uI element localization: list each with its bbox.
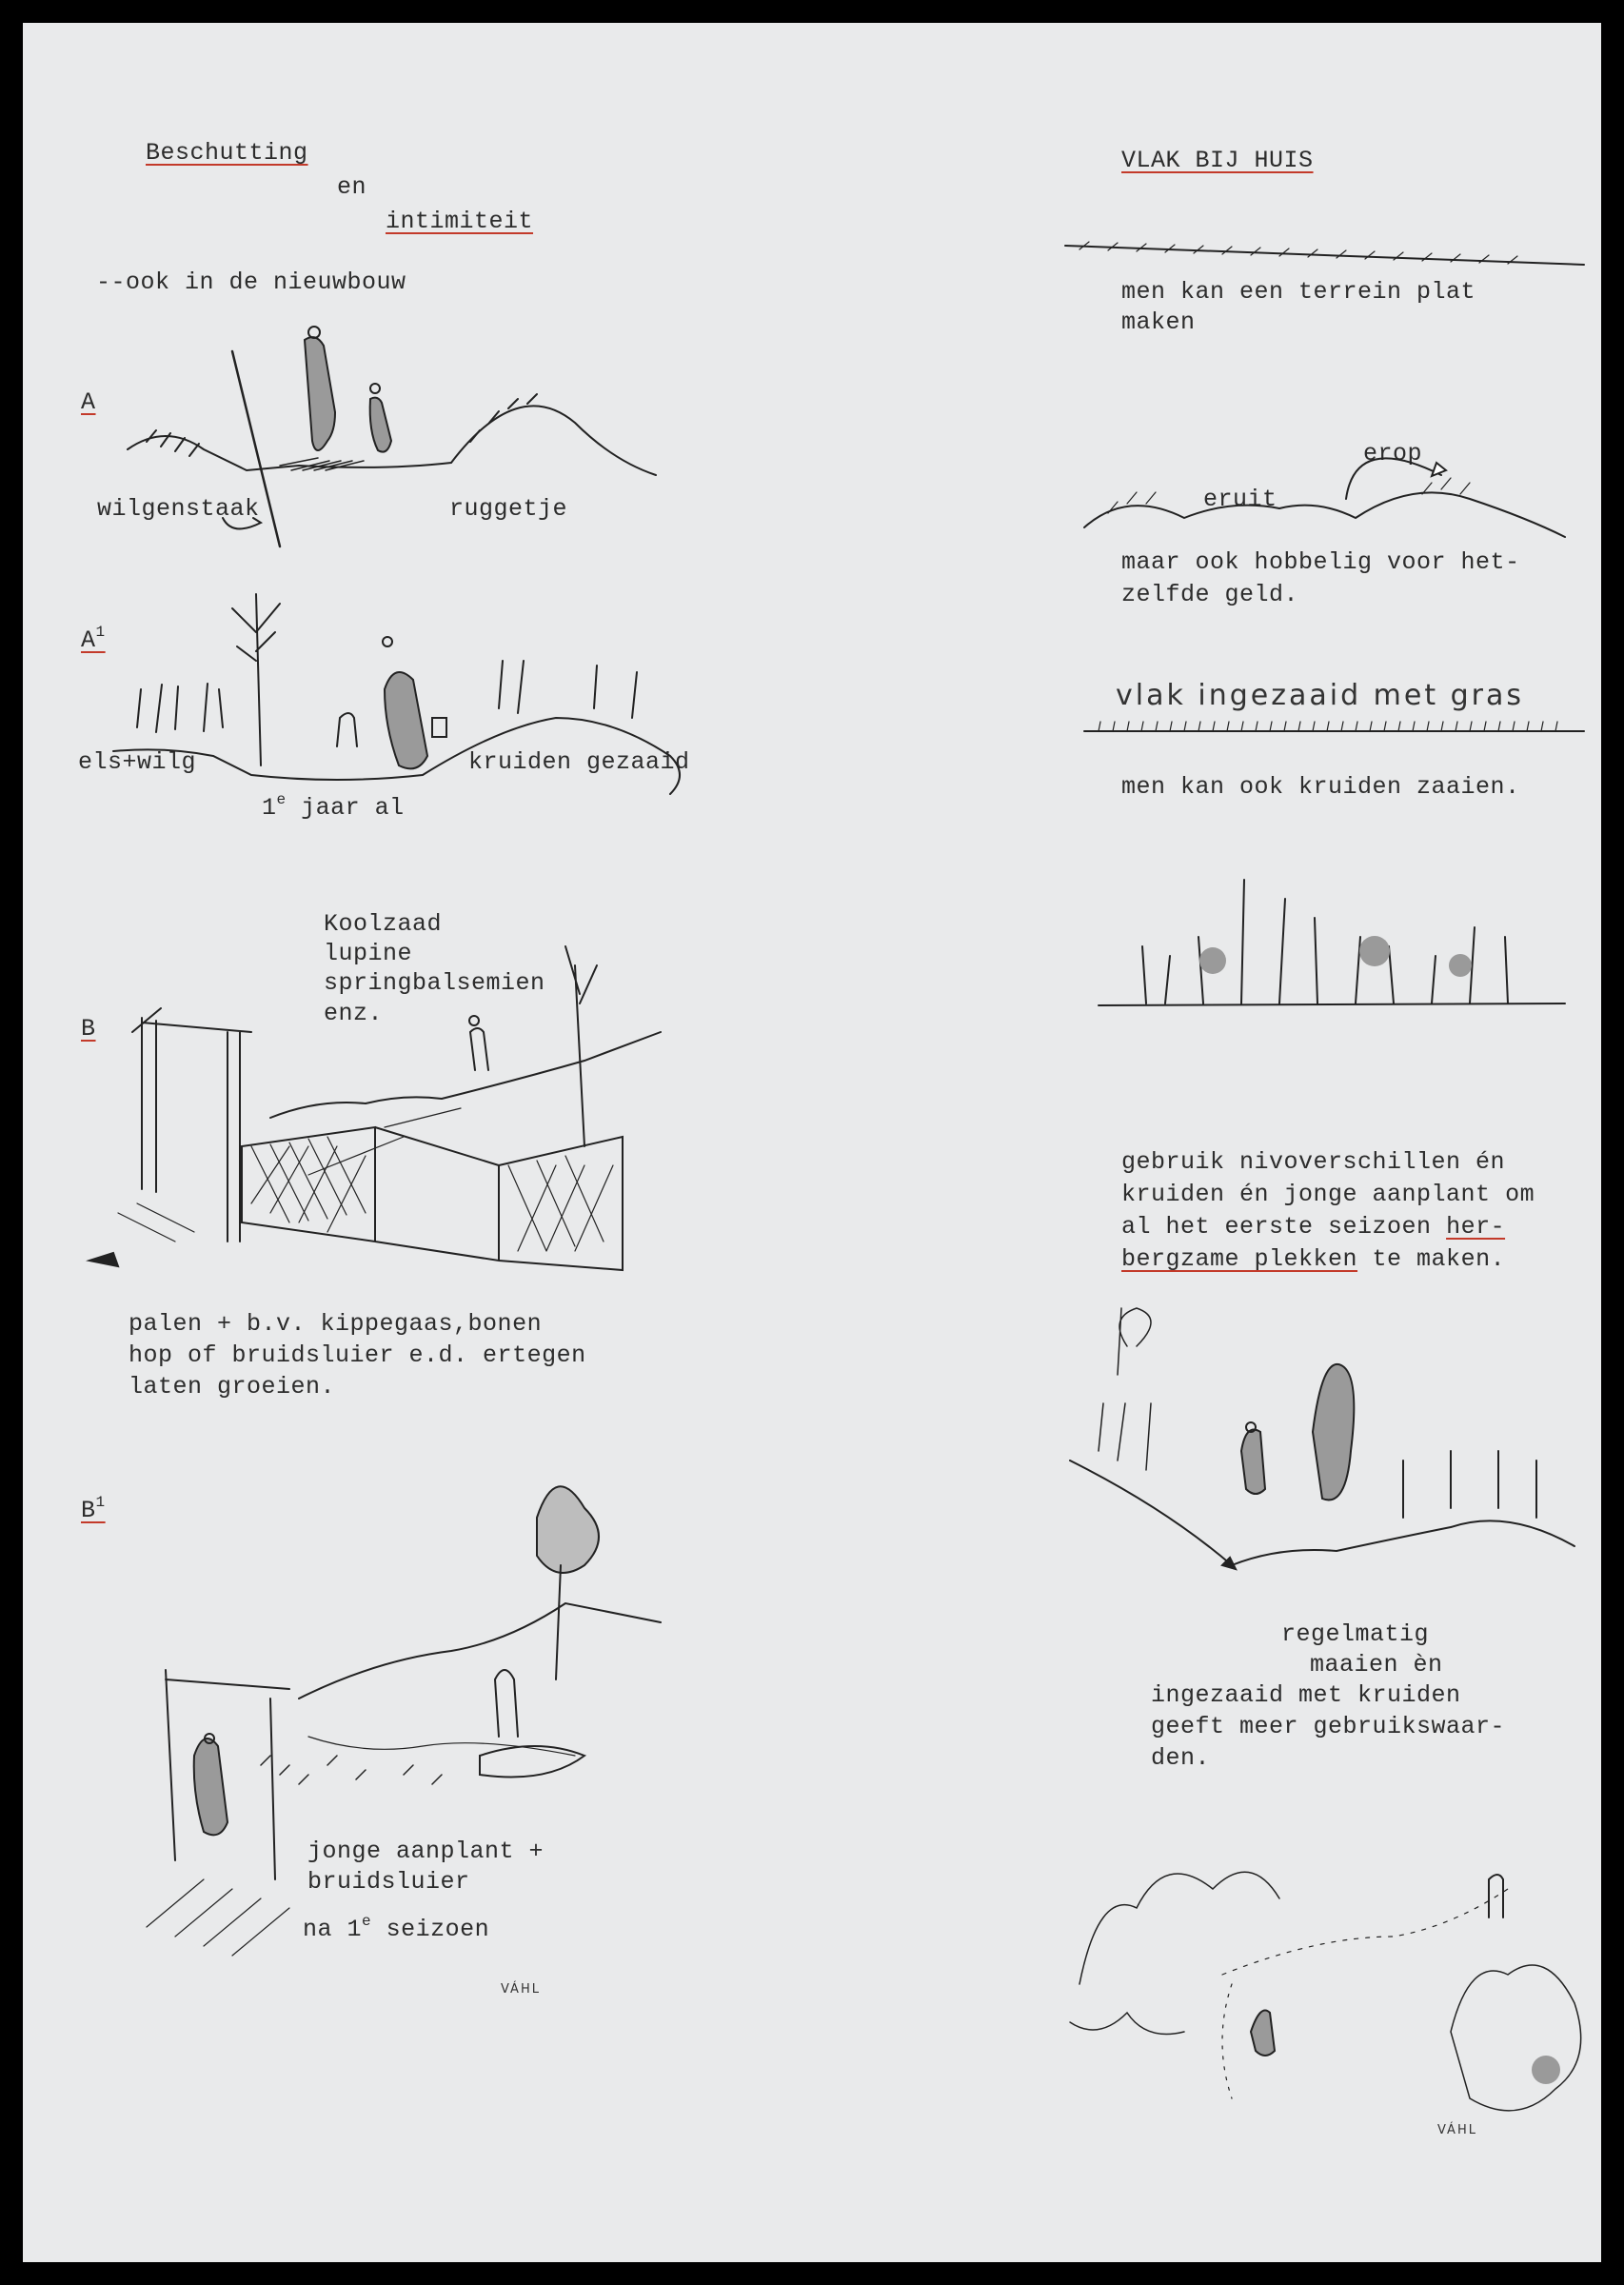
text-regel-line1: regelmatig bbox=[1281, 1620, 1430, 1648]
signature-left: VÁHL bbox=[501, 1982, 541, 1997]
caption-line: hop of bruidsluier e.d. ertegen bbox=[129, 1341, 586, 1369]
text-flat-line2: maken bbox=[1121, 308, 1196, 336]
caption-b1-line1: jonge aanplant + bbox=[307, 1838, 545, 1865]
text-hobbel-line2: zelfde geld. bbox=[1121, 581, 1299, 608]
caption-els-wilg: els+wilg bbox=[78, 748, 197, 776]
signature-right: VÁHL bbox=[1437, 2123, 1477, 2137]
text-regel-line3: ingezaaid met kruiden bbox=[1151, 1681, 1461, 1709]
handwritten-note: vlak ingezaaid met gras bbox=[1116, 679, 1525, 712]
text-flat-line1: men kan een terrein plat bbox=[1121, 278, 1476, 306]
text-hobbel-line1: maar ook hobbelig voor het- bbox=[1121, 548, 1520, 576]
text-gebruik-line3: al het eerste seizoen her- bbox=[1121, 1213, 1506, 1241]
caption-b1-line3: na 1e seizoen bbox=[303, 1913, 490, 1943]
text-regel-line4: geeft meer gebruikswaar- bbox=[1151, 1713, 1506, 1740]
text-gebruik-line2: kruiden én jonge aanplant om bbox=[1121, 1181, 1535, 1208]
sketch-grass bbox=[1084, 722, 1584, 731]
sketch-slope bbox=[1070, 1308, 1574, 1569]
label-b: B bbox=[81, 1015, 96, 1043]
sketch-bumpy bbox=[1084, 458, 1565, 537]
sketch-flat bbox=[1065, 242, 1584, 265]
caption-wilgenstaak: wilgenstaak bbox=[97, 495, 260, 523]
sketch-meadow bbox=[1070, 1872, 1581, 2111]
label-erop: erop bbox=[1363, 440, 1423, 467]
caption-jaar-al: 1e jaar al bbox=[262, 791, 405, 822]
title-en: en bbox=[337, 173, 367, 201]
label-b1: $B^1$ bbox=[81, 1494, 106, 1524]
caption-ruggetje: ruggetje bbox=[449, 495, 568, 523]
typed-page bbox=[23, 23, 1601, 2262]
sketch-herbs bbox=[1099, 880, 1565, 1005]
title-vlak-bij-huis: VLAK BIJ HUIS bbox=[1121, 147, 1314, 174]
text-regel-line5: den. bbox=[1151, 1744, 1211, 1772]
caption-kruiden-gezaaid: kruiden gezaaid bbox=[468, 748, 690, 776]
title-intimiteit: intimiteit bbox=[386, 208, 534, 235]
plant-item: enz. bbox=[324, 1000, 384, 1027]
text-kruiden-zaaien: men kan ook kruiden zaaien. bbox=[1121, 773, 1520, 801]
plant-item: Koolzaad bbox=[324, 910, 443, 938]
caption-line: laten groeien. bbox=[129, 1373, 336, 1401]
title-beschutting: Beschutting bbox=[146, 139, 308, 167]
label-eruit: eruit bbox=[1203, 486, 1277, 513]
label-a: A bbox=[81, 388, 96, 416]
label-a1: $A^1$ bbox=[81, 624, 106, 654]
plant-item: springbalsemien bbox=[324, 969, 545, 997]
caption-line: palen + b.v. kippegaas,bonen bbox=[129, 1310, 543, 1338]
text-regel-line2: maaien èn bbox=[1310, 1651, 1443, 1679]
sketch-a bbox=[128, 327, 656, 546]
text-gebruik-line4: bergzame plekken te maken. bbox=[1121, 1245, 1506, 1273]
sketches bbox=[23, 23, 1601, 2262]
sketch-b1 bbox=[147, 1486, 661, 1956]
plant-item: lupine bbox=[324, 940, 413, 967]
caption-b1-line2: bruidsluier bbox=[307, 1868, 470, 1896]
text-gebruik-line1: gebruik nivoverschillen én bbox=[1121, 1148, 1506, 1176]
sketch-b bbox=[89, 946, 661, 1270]
sketch-a1 bbox=[113, 594, 680, 794]
subtitle: --ook in de nieuwbouw bbox=[96, 268, 406, 296]
